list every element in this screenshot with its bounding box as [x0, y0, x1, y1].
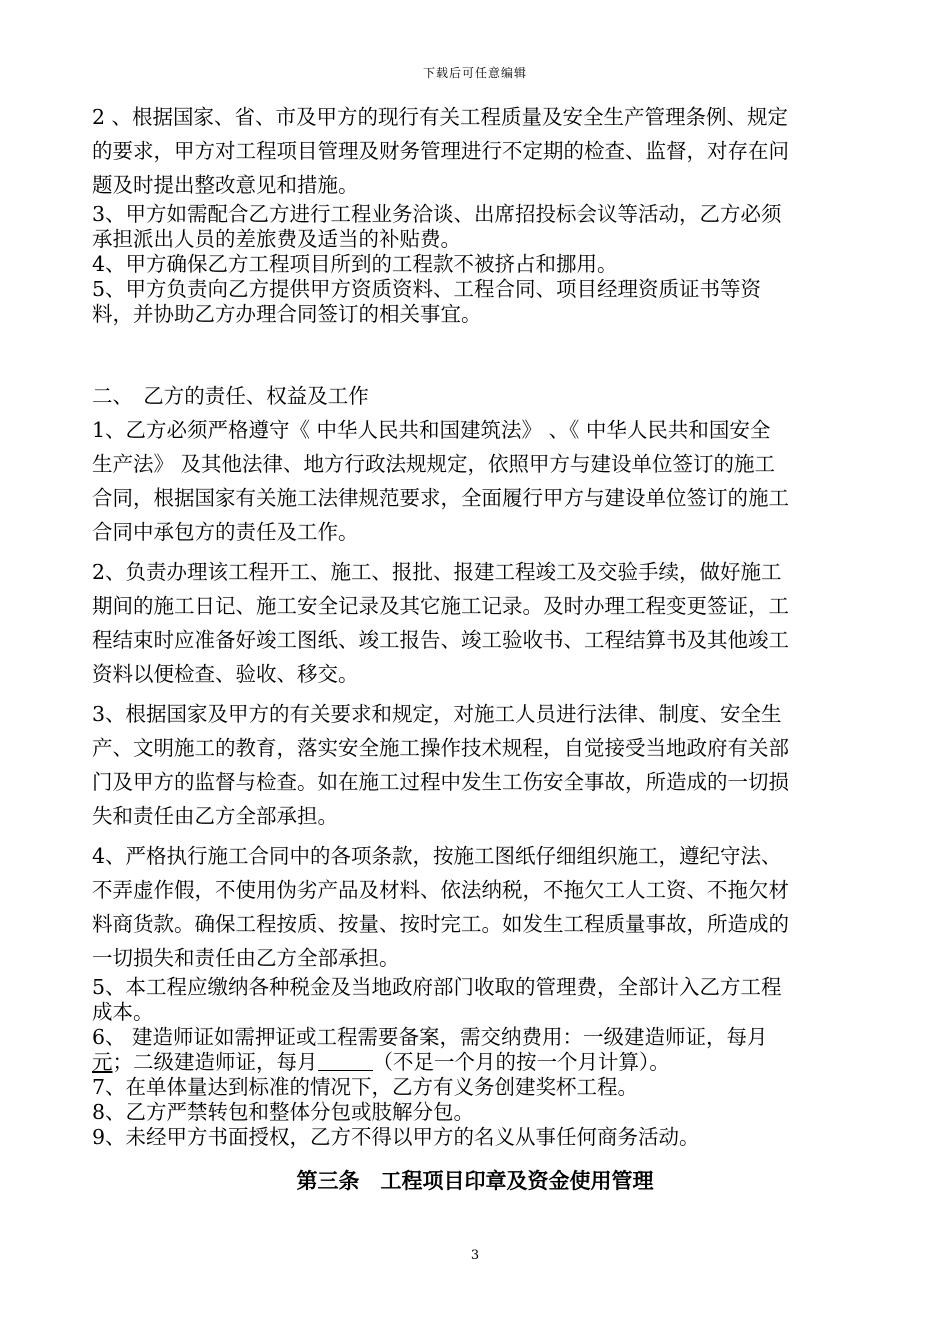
text-line: 程结束时应准备好竣工图纸、竣工报告、竣工验收书、工程结算书及其他竣工: [92, 628, 789, 652]
underlined-unit: 元: [92, 1050, 113, 1074]
text-line: 3、根据国家及甲方的有关要求和规定，对施工人员进行法律、制度、安全生: [92, 702, 782, 726]
text-line: 料商货款。确保工程按质、按量、按时完工。如发生工程质量事故，所造成的: [92, 912, 789, 936]
text-line: 2 、根据国家、省、市及甲方的现行有关工程质量及安全生产管理条例、规定: [92, 105, 789, 129]
text-line: 3、甲方如需配合乙方进行工程业务洽谈、出席招投标会议等活动，乙方必须: [92, 202, 782, 226]
text-line: 一切损失和责任由乙方全部承担。: [92, 946, 400, 970]
text-line: 资料以便检查、验收、移交。: [92, 662, 359, 686]
text-line: 合同中承包方的责任及工作。: [92, 520, 359, 544]
text-line: 4、严格执行施工合同中的各项条款，按施工图纸仔细组织施工，遵纪守法、: [92, 844, 782, 868]
section-three-title: 第三条 工程项目印章及资金使用管理: [296, 1168, 654, 1193]
party-b-item-1: [92, 413, 860, 549]
party-a-item-5: [92, 277, 860, 327]
party-b-item-8: 8、乙方严禁转包和整体分包或肢解分包。: [92, 1100, 475, 1124]
party-b-item-3: [92, 697, 860, 833]
party-b-item-2: [92, 555, 860, 691]
fill-in-blank: [318, 1052, 373, 1071]
party-b-item-7: 7、在单体量达到标准的情况下，乙方有义务创建奖杯工程。: [92, 1075, 639, 1099]
text-fragment: （不足一个月的按一个月计算）。: [372, 1050, 670, 1074]
text-line: 期间的施工日记、施工安全记录及其它施工记录。及时办理工程变更签证，工: [92, 594, 789, 618]
party-b-item-5: [92, 975, 860, 1025]
document-body: [92, 100, 860, 1150]
text-line: 合同，根据国家有关施工法律规范要求，全面履行甲方与建设单位签订的施工: [92, 486, 789, 510]
text-line: 6、 建造师证如需押证或工程需要备案，需交纳费用：一级建造师证，每月: [92, 1025, 768, 1049]
party-a-item-3: [92, 202, 860, 252]
page-number: 3: [470, 1248, 480, 1263]
section-two-heading: 二、 乙方的责任、权益及工作: [92, 384, 369, 408]
text-line: 成本。: [92, 1000, 154, 1024]
text-line: 4、甲方确保乙方工程项目所到的工程款不被挤占和挪用。: [92, 252, 618, 276]
text-line: 产、文明施工的教育，落实安全施工操作技术规程，自觉接受当地政府有关部: [92, 736, 789, 760]
text-line: 生产法》 及其他法律、地方行政法规规定，依照甲方与建设单位签订的施工: [92, 452, 776, 476]
party-a-item-4: [92, 252, 860, 277]
party-a-item-2: [92, 100, 860, 202]
text-line: 题及时提出整改意见和措施。: [92, 173, 359, 197]
text-line: [92, 1050, 860, 1075]
party-b-item-9: 9、未经甲方书面授权，乙方不得以甲方的名义从事任何商务活动。: [92, 1125, 700, 1149]
text-line: 5、本工程应缴纳各种税金及当地政府部门收取的管理费，全部计入乙方工程: [92, 975, 782, 999]
text-line: 2、负责办理该工程开工、施工、报批、报建工程竣工及交验手续，做好施工: [92, 560, 782, 584]
text-line: 门及甲方的监督与检查。如在施工过程中发生工伤安全事故，所造成的一切损: [92, 770, 789, 794]
page-header: 下载后可任意编辑: [422, 66, 527, 80]
text-line: 承担派出人员的差旅费及适当的补贴费。: [92, 227, 461, 251]
text-line: 1、乙方必须严格遵守《 中华人民共和国建筑法》 、《 中华人民共和国安全: [92, 418, 771, 442]
party-b-item-4: [92, 839, 860, 975]
text-line: 失和责任由乙方全部承担。: [92, 804, 338, 828]
text-line: 不弄虚作假，不使用伪劣产品及材料、依法纳税，不拖欠工人工资、不拖欠材: [92, 878, 789, 902]
text-line: 5、甲方负责向乙方提供甲方资质资料、工程合同、项目经理资质证书等资: [92, 277, 762, 301]
party-b-item-6: [92, 1025, 860, 1075]
text-fragment: ；二级建造师证，每月: [112, 1050, 318, 1074]
text-line: 的要求，甲方对工程项目管理及财务管理进行不定期的检查、监督，对存在问: [92, 139, 789, 163]
text-line: 料，并协助乙方办理合同签订的相关事宜。: [92, 302, 482, 326]
